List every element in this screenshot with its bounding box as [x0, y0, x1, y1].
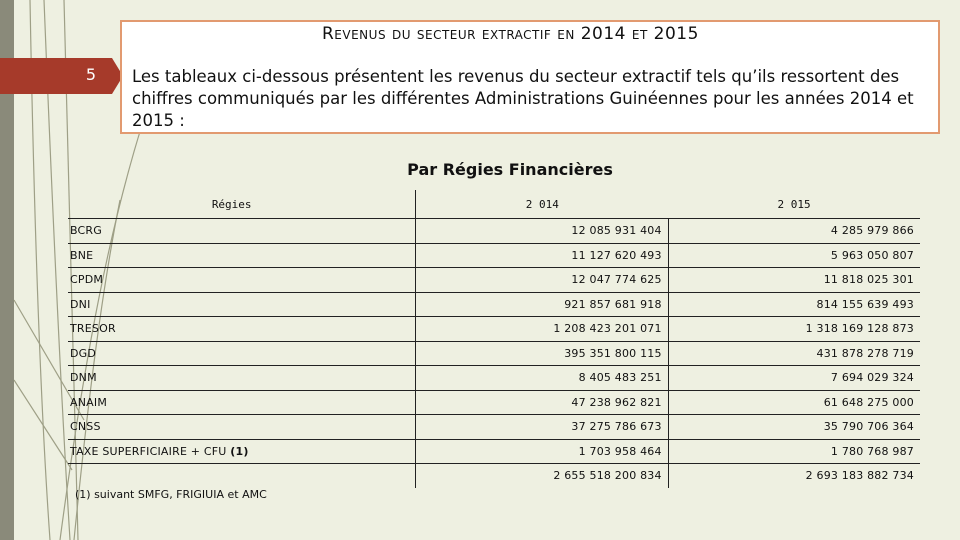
value-2014: 1 208 423 201 071 — [416, 317, 668, 342]
revenue-table — [68, 190, 920, 488]
value-2015: 1 318 169 128 873 — [805, 322, 914, 336]
value-2015: 431 878 278 719 — [816, 346, 914, 360]
regie-name — [68, 366, 416, 391]
regie-name-text: ANAIM — [70, 395, 108, 409]
table-header-row — [68, 190, 920, 219]
value-2014: 395 351 800 115 — [416, 341, 668, 366]
regie-name — [68, 268, 416, 293]
column-header-regies: Régies — [68, 190, 416, 219]
value-2014: 11 127 620 493 — [416, 243, 668, 268]
regie-name — [68, 341, 416, 366]
table-row — [68, 390, 920, 415]
value-2014: 8 405 483 251 — [416, 366, 668, 391]
slide-number: 5 — [85, 65, 97, 84]
value-2015: 61 648 275 000 — [823, 395, 914, 409]
table-title: Par Régies Financières — [407, 160, 613, 179]
table-row — [68, 243, 920, 268]
regie-name — [68, 415, 416, 440]
footnote: (1) suivant SMFG, FRIGIUIA et AMC — [75, 488, 267, 501]
regie-name — [68, 439, 416, 464]
regie-name-text: TRESOR — [70, 322, 116, 336]
value-2014: 1 703 958 464 — [416, 439, 668, 464]
value-2015: 11 818 025 301 — [823, 273, 914, 287]
regie-name — [68, 317, 416, 342]
value-2014: 37 275 786 673 — [416, 415, 668, 440]
slide-number-tab — [0, 58, 123, 94]
regie-name-text: DGD — [70, 346, 97, 360]
table-row — [68, 292, 920, 317]
regie-name-text: BNE — [70, 248, 94, 262]
column-header-2014: 2 014 — [525, 197, 559, 211]
table-row — [68, 439, 920, 464]
regie-footnote-marker: (1) — [230, 444, 249, 458]
value-2015: 1 780 768 987 — [830, 444, 914, 458]
value-2014: 12 047 774 625 — [416, 268, 668, 293]
total-2014: 2 655 518 200 834 — [416, 464, 668, 488]
value-2015: 5 963 050 807 — [830, 248, 914, 262]
value-2014: 47 238 962 821 — [416, 390, 668, 415]
regie-name-text: TAXE SUPERFICIAIRE + CFU — [70, 444, 231, 458]
slide-title: Revenus du secteur extractif en 2014 et 2015 — [322, 24, 699, 44]
regie-name — [68, 219, 416, 244]
total-row — [68, 464, 920, 488]
regie-name-text: CPDM — [70, 273, 104, 287]
regie-name-text: DNM — [70, 371, 97, 385]
regie-name — [68, 292, 416, 317]
value-2015: 4 285 979 866 — [830, 224, 914, 238]
table-row — [68, 341, 920, 366]
table-row — [68, 219, 920, 244]
intro-paragraph: Les tableaux ci-dessous présentent les revenus du secteur extractif tels qu’ils ressortent des chiffres communiqués par les différentes Administrations Guinéennes pour les années 2014 et 2015 : — [132, 67, 914, 130]
table-row — [68, 415, 920, 440]
regie-name — [68, 390, 416, 415]
value-2014: 12 085 931 404 — [416, 219, 668, 244]
regie-name-text: DNI — [70, 297, 91, 311]
regie-name — [68, 243, 416, 268]
total-2015: 2 693 183 882 734 — [805, 469, 914, 483]
regie-name-text: CNSS — [70, 420, 101, 434]
value-2015: 7 694 029 324 — [830, 371, 914, 385]
table-row — [68, 366, 920, 391]
table-row — [68, 268, 920, 293]
value-2014: 921 857 681 918 — [416, 292, 668, 317]
value-2015: 35 790 706 364 — [823, 420, 914, 434]
column-header-2015: 2 015 — [777, 197, 811, 211]
table-row — [68, 317, 920, 342]
total-label — [68, 464, 416, 488]
regie-name-text: BCRG — [70, 224, 103, 238]
value-2015: 814 155 639 493 — [816, 297, 914, 311]
